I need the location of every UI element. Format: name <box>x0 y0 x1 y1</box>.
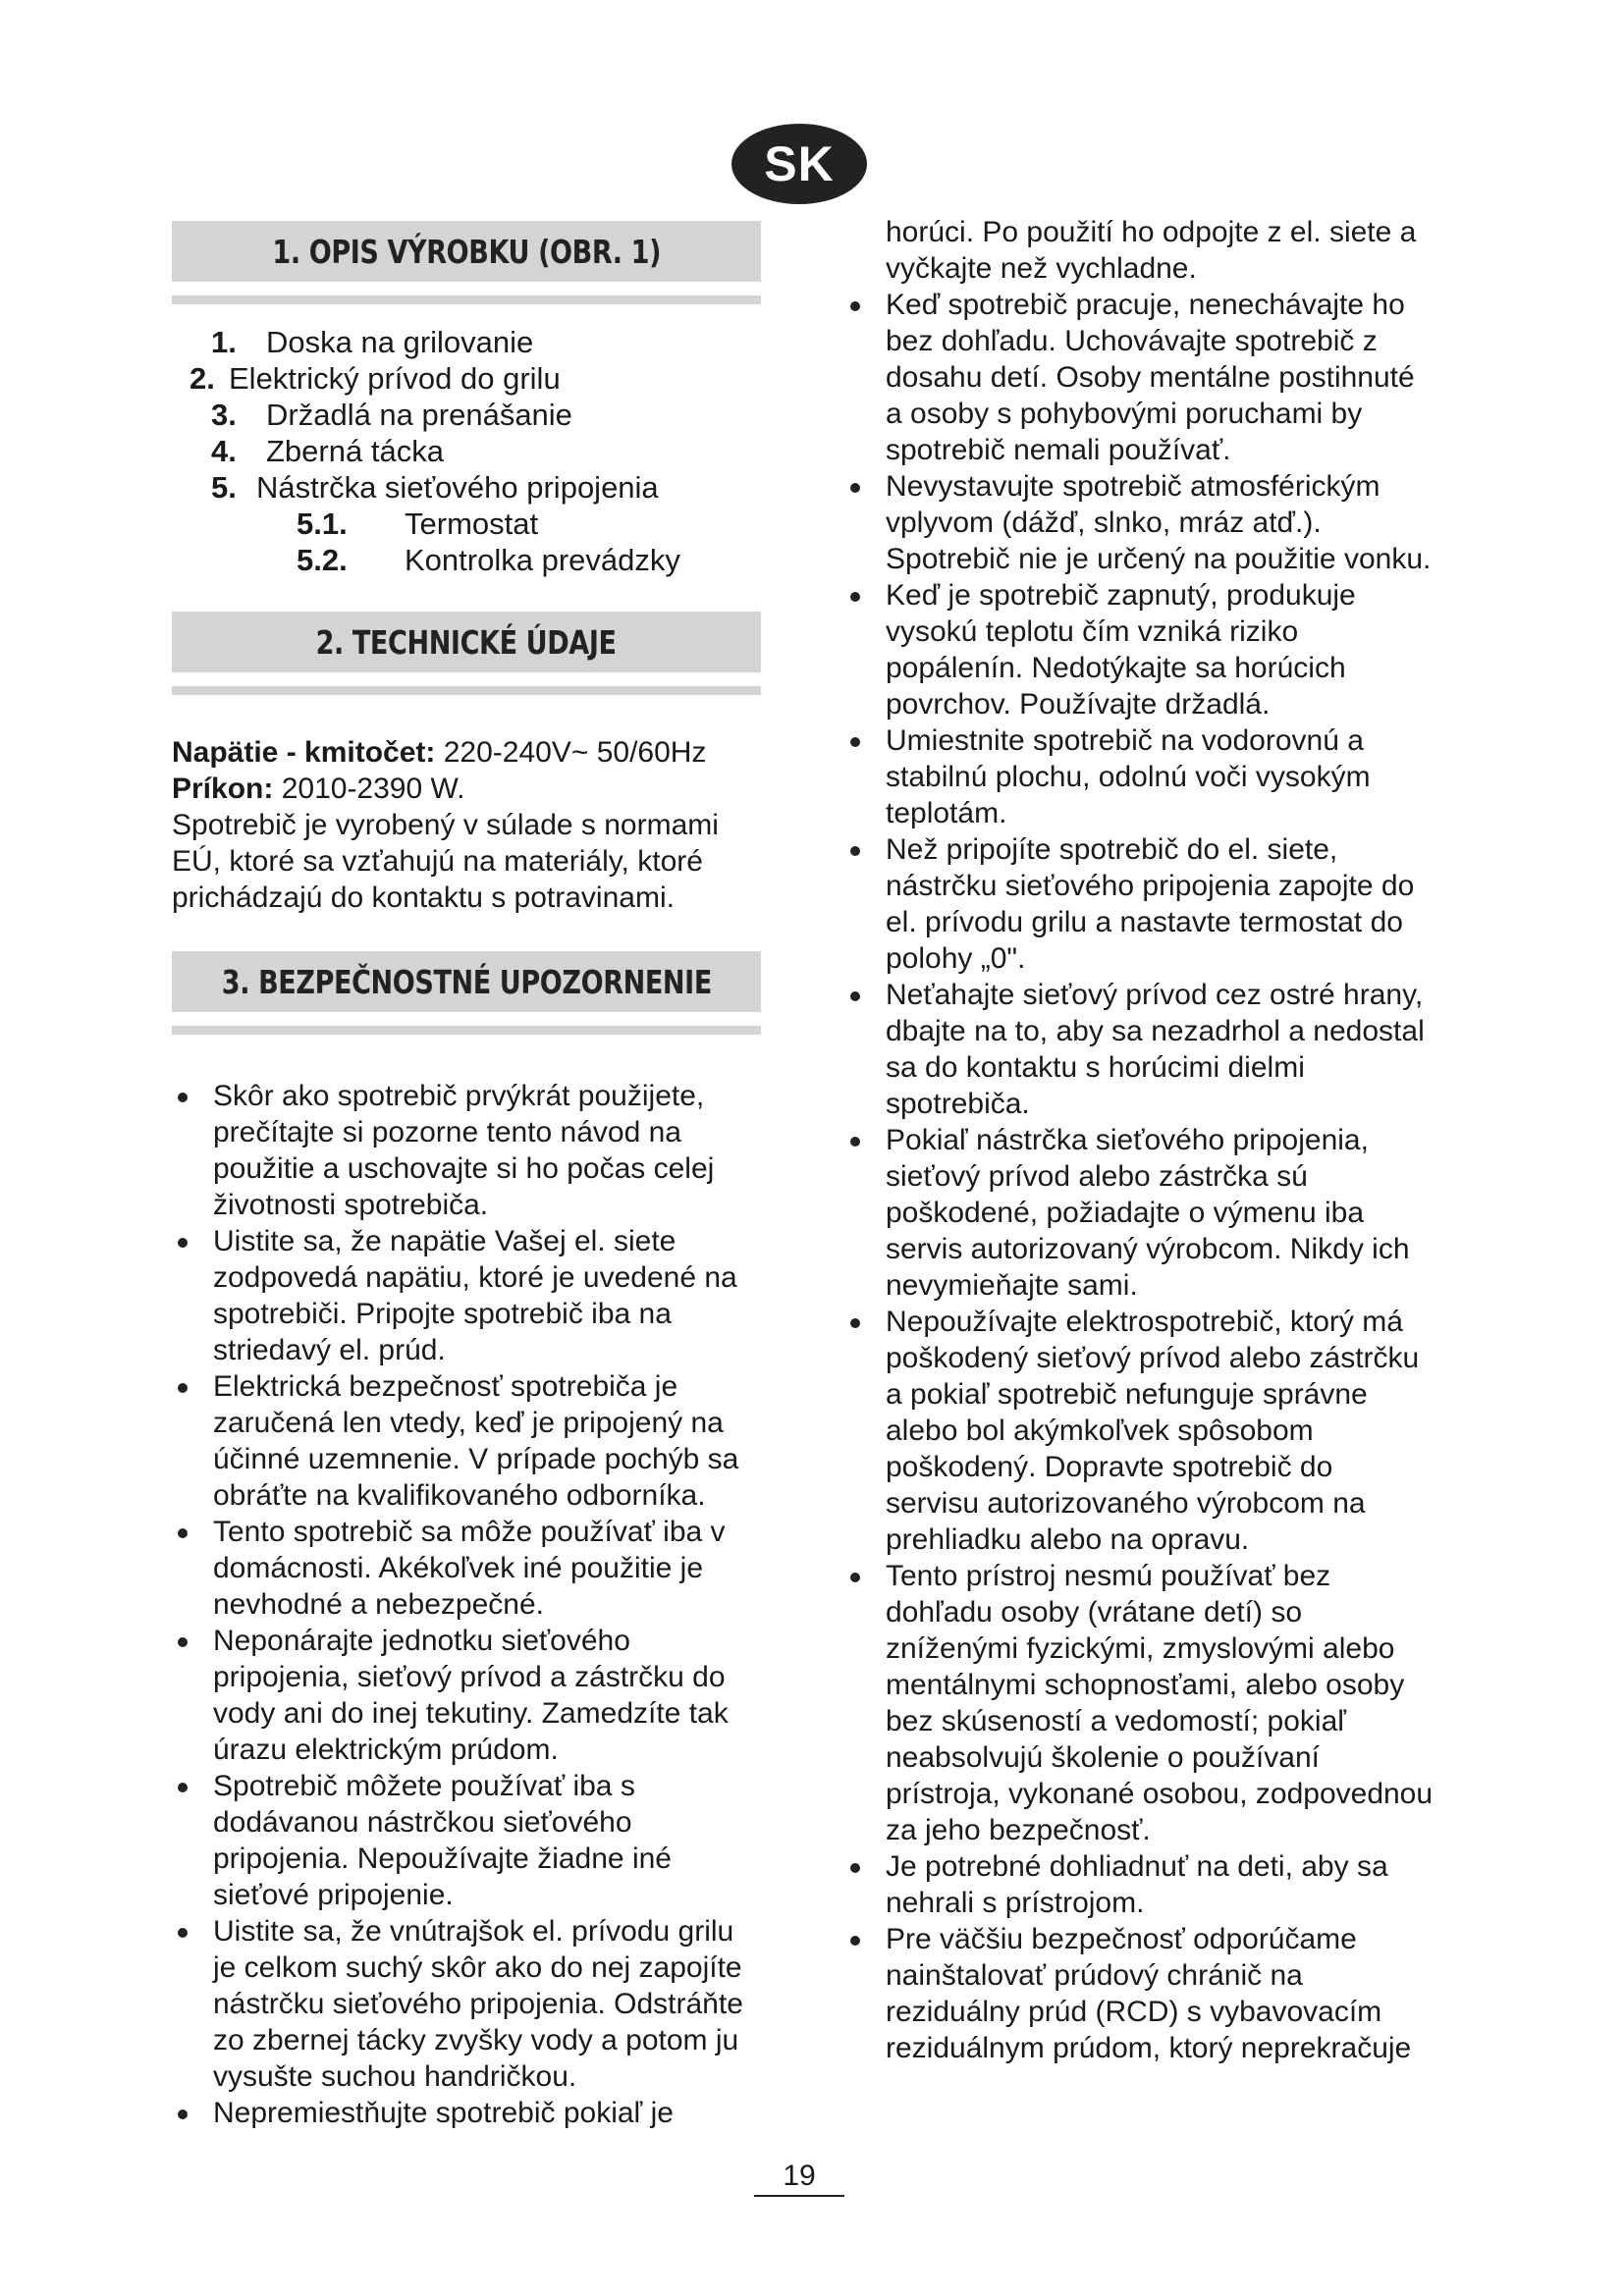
safety-item: Keď spotrebič pracuje, nenechávajte ho bez dohľadu. Uchovávajte spotrebič z dosahu detí. Osoby mentálne postihnuté a osoby s pohybovými poruchami by spotrebič nemali používať. <box>844 287 1434 468</box>
parts-list-item: 5.2. Kontrolka prevádzky <box>297 543 680 577</box>
safety-item: Tento prístroj nesmú používať bez dohľadu osoby (vrátane detí) so zníženými fyzickými, zmyslovými alebo mentálnymi schopnosťami, alebo osoby bez skúseností a vedomostí; pokiaľ neabsolvujú školenie o používaní prístroja, vykonané osobou, zodpovednou za jeho bezpečnosť. <box>844 1558 1434 1848</box>
safety-item: Pre väčšiu bezpečnosť odporúčame nainštalovať prúdový chránič na reziduálny prúd (RCD) s vybavovacím reziduálnym prúdom, ktorý neprekračuje <box>844 1921 1434 2066</box>
section-title: 1. OPIS VÝROBKU (OBR. 1) <box>272 232 661 271</box>
safety-item: Je potrebné dohliadnuť na deti, aby sa nehrali s prístrojom. <box>844 1848 1434 1921</box>
parts-list <box>172 324 761 578</box>
section-title: 2. TECHNICKÉ ÚDAJE <box>316 622 617 662</box>
page-number: 19 <box>754 2160 844 2197</box>
safety-item: Spotrebič môžete používať iba s dodávanou nástrčkou sieťového pripojenia. Nepoužívajte žiadne iné sieťové pripojenie. <box>172 1768 751 1913</box>
section-heading-product-description <box>172 221 761 282</box>
parts-list-item: 2. Elektrický prívod do grilu <box>189 361 561 396</box>
safety-item-continuation: horúci. Po použití ho odpojte z el. siete a vyčkajte než vychladne. <box>886 216 1417 285</box>
section-rule <box>172 686 761 695</box>
parts-list-item: 4. Zberná tácka <box>211 434 444 468</box>
safety-item: Keď je spotrebič zapnutý, produkuje vysokú teplotu čím vzniká riziko popálenín. Nedotýkajte sa horúcich povrchov. Používajte držadlá. <box>844 577 1434 722</box>
section-rule <box>172 295 761 304</box>
safety-item: Neponárajte jednotku sieťového pripojenia, sieťový prívod a zástrčku do vody ani do inej tekutiny. Zamedzíte tak úrazu elektrickým prúdom. <box>172 1623 751 1768</box>
voltage-line: Napätie - kmitočet: 220-240V~ 50/60Hz <box>172 736 707 769</box>
compliance-note: Spotrebič je vyrobený v súlade s normami EÚ, ktoré sa vzťahujú na materiály, ktoré prichádzajú do kontaktu s potravinami. <box>172 809 719 914</box>
safety-item: Neťahajte sieťový prívod cez ostré hrany, dbajte na to, aby sa nezadrhol a nedostal sa do kontaktu s horúcimi dielmi spotrebiča. <box>844 977 1434 1122</box>
left-column <box>172 221 761 2131</box>
safety-list-right <box>844 214 1434 2066</box>
safety-item: Tento spotrebič sa môže používať iba v domácnosti. Akékoľvek iné použitie je nevhodné a nebezpečné. <box>172 1514 751 1623</box>
parts-list-item: 5.1. Termostat <box>297 507 539 541</box>
section-title: 3. BEZPEČNOSTNÉ UPOZORNENIE <box>221 962 712 1001</box>
right-column <box>844 214 1434 2066</box>
safety-item: Elektrická bezpečnosť spotrebiča je zaručená len vtedy, keď je pripojený na účinné uzemnenie. V prípade pochýb sa obráťte na kvalifikovaného odborníka. <box>172 1368 751 1514</box>
safety-item: Uistite sa, že vnútrajšok el. prívodu grilu je celkom suchý skôr ako do nej zapojíte nástrčku sieťového pripojenia. Odstráňte zo zbernej tácky zvyšky vody a potom ju vysušte suchou handričkou. <box>172 1913 751 2095</box>
safety-item: Než pripojíte spotrebič do el. siete, nástrčku sieťového pripojenia zapojte do el. prívodu grilu a nastavte termostat do polohy „0". <box>844 831 1434 977</box>
safety-item: Pokiaľ nástrčka sieťového pripojenia, sieťový prívod alebo zástrčka sú poškodené, požiadajte o výmenu iba servis autorizovaný výrobcom. Nikdy ich nevymieňajte sami. <box>844 1122 1434 1304</box>
safety-item: Nepoužívajte elektrospotrebič, ktorý má poškodený sieťový prívod alebo zástrčku a pokiaľ spotrebič nefunguje správne alebo bol akýmkoľvek spôsobom poškodený. Dopravte spotrebič do servisu autorizovaného výrobcom na prehliadku alebo na opravu. <box>844 1304 1434 1558</box>
parts-list-item: 1. Doska na grilovanie <box>211 325 534 359</box>
safety-item: Nevystavujte spotrebič atmosférickým vplyvom (dážď, slnko, mráz atď.). Spotrebič nie je určený na použitie vonku. <box>844 468 1434 577</box>
technical-data <box>172 734 761 916</box>
parts-list-item: 5. Nástrčka sieťového pripojenia <box>211 470 659 505</box>
section-heading-safety <box>172 951 761 1012</box>
power-line: Príkon: 2010-2390 W. <box>172 773 465 805</box>
parts-list-item: 3. Držadlá na prenášanie <box>211 398 572 432</box>
safety-item: Umiestnite spotrebič na vodorovnú a stabilnú plochu, odolnú voči vysokým teplotám. <box>844 722 1434 831</box>
safety-item: Nepremiestňujte spotrebič pokiaľ je <box>172 2095 751 2131</box>
safety-item: Uistite sa, že napätie Vašej el. siete zodpovedá napätiu, ktoré je uvedené na spotrebiči. Pripojte spotrebič iba na striedavý el. prúd. <box>172 1223 751 1368</box>
section-heading-technical-data <box>172 612 761 672</box>
section-rule <box>172 1026 761 1035</box>
language-badge: SK <box>731 124 867 204</box>
safety-item: Skôr ako spotrebič prvýkrát použijete, prečítajte si pozorne tento návod na použitie a uschovajte si ho počas celej životnosti spotrebiča. <box>172 1078 751 1223</box>
safety-list-left <box>172 1078 751 2131</box>
